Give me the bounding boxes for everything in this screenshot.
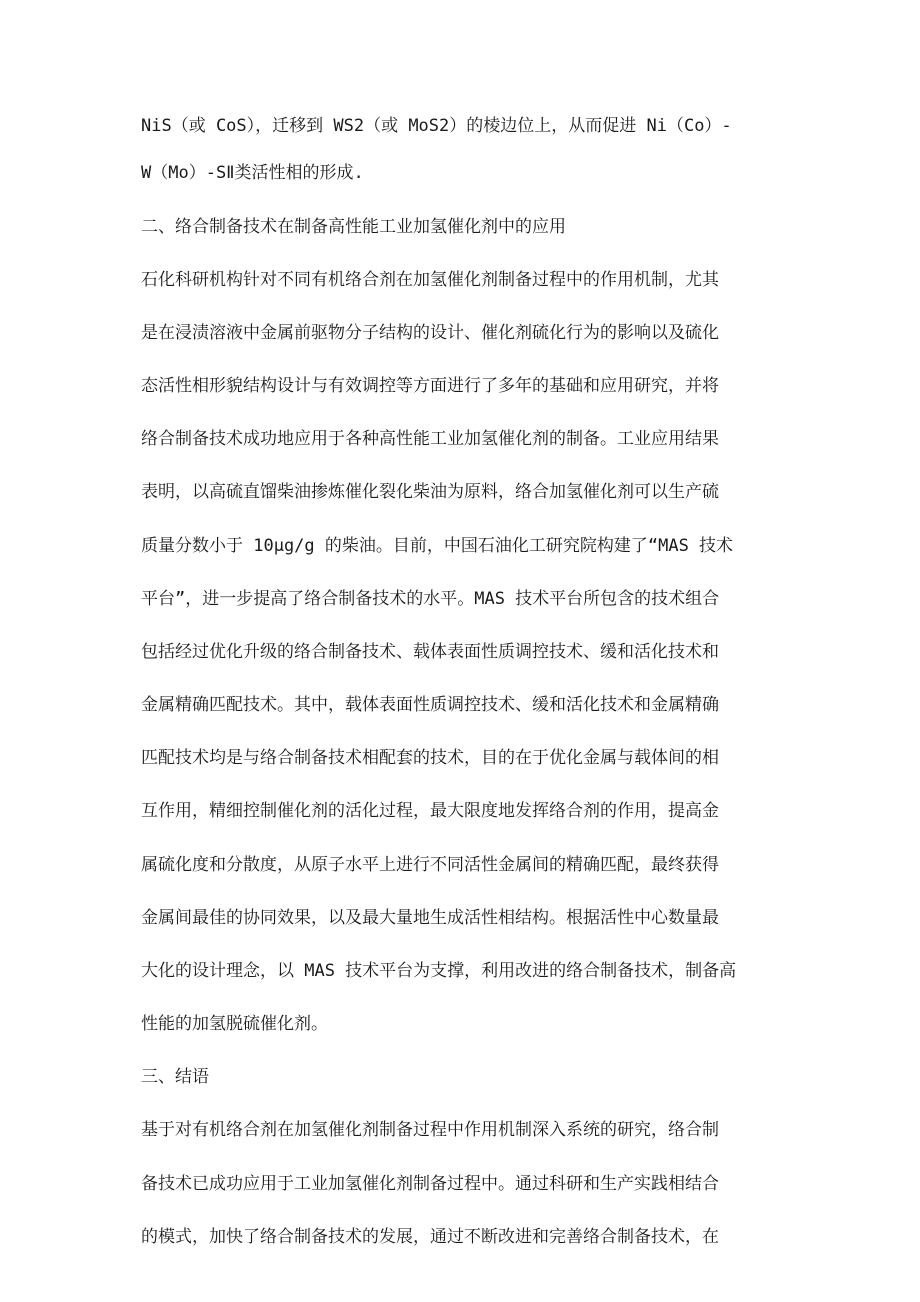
text-line: 平台”，进一步提高了络合制备技术的水平。MAS 技术平台所包含的技术组合 [141,589,720,609]
text-line: 性能的加氢脱硫催化剂。 [141,1014,328,1034]
text-line: 金属间最佳的协同效果，以及最大量地生成活性相结构。根据活性中心数量最 [141,908,719,928]
text-line: 石化科研机构针对不同有机络合剂在加氢催化剂制备过程中的作用机制，尤其 [141,270,719,290]
text-line: 表明，以高硫直馏柴油掺炼催化裂化柴油为原料，络合加氢催化剂可以生产硫 [141,482,719,502]
text-line: 络合制备技术成功地应用于各种高性能工业加氢催化剂的制备。工业应用结果 [141,429,719,449]
text-line: NiS（或 CoS），迁移到 WS2（或 MoS2）的棱边位上，从而促进 Ni（Co）- [141,116,732,136]
text-line: 属硫化度和分散度，从原子水平上进行不同活性金属间的精确匹配，最终获得 [141,855,719,875]
text-line: 互作用，精细控制催化剂的活化过程，最大限度地发挥络合剂的作用，提高金 [141,801,719,821]
text-line: 是在浸渍溶液中金属前驱物分子结构的设计、催化剂硫化行为的影响以及硫化 [141,323,719,343]
text-line: 匹配技术均是与络合制备技术相配套的技术，目的在于优化金属与载体间的相 [141,748,719,768]
section-heading: 三、结语 [141,1067,209,1087]
text-line: 大化的设计理念，以 MAS 技术平台为支撑，利用改进的络合制备技术，制备高 [141,961,737,981]
section-heading: 二、络合制备技术在制备高性能工业加氢催化剂中的应用 [141,217,566,237]
text-line: 金属精确匹配技术。其中，载体表面性质调控技术、缓和活化技术和金属精确 [141,695,719,715]
text-line: W（Mo）-SⅡ类活性相的形成. [141,163,364,183]
text-line: 的模式，加快了络合制备技术的发展，通过不断改进和完善络合制备技术，在 [141,1227,719,1247]
text-line: 备技术已成功应用于工业加氢催化剂制备过程中。通过科研和生产实践相结合 [141,1174,719,1194]
text-line: 包括经过优化升级的络合制备技术、载体表面性质调控技术、缓和活化技术和 [141,642,719,662]
text-line: 基于对有机络合剂在加氢催化剂制备过程中作用机制深入系统的研究，络合制 [141,1120,719,1140]
text-line: 态活性相形貌结构设计与有效调控等方面进行了多年的基础和应用研究，并将 [141,376,719,396]
text-line: 质量分数小于 10μg/g 的柴油。目前，中国石油化工研究院构建了“MAS 技术 [141,536,734,556]
